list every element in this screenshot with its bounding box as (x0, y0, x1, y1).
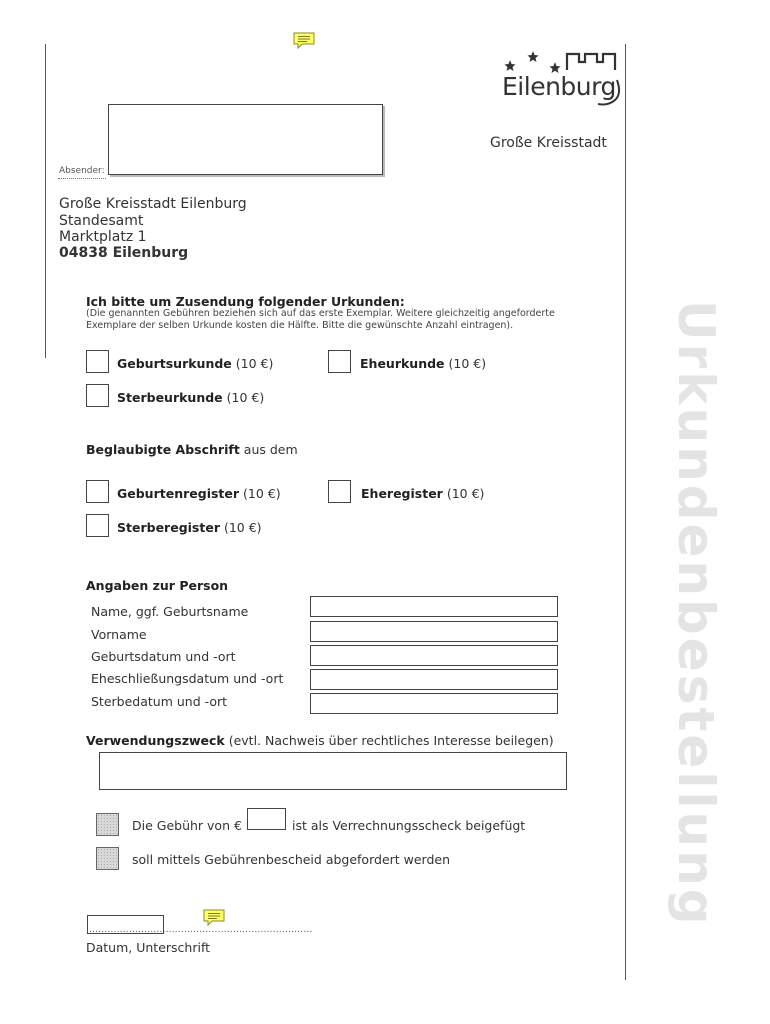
left-margin-rule (45, 44, 46, 358)
eheregister-price: (10 €) (446, 486, 485, 501)
geburtsurkunde-label: Geburtsurkunde (117, 356, 232, 371)
sender-label: Absender: (59, 166, 105, 176)
request-note-line-1: (Die genannten Gebühren beziehen sich auf das erste Exemplar. Weitere gleichzeitig angeforderte (86, 308, 555, 319)
sterberegister-checkbox[interactable] (86, 514, 109, 537)
purpose-heading (86, 733, 554, 748)
person-label-vorname: Vorname (91, 627, 147, 642)
person-vorname-field[interactable] (310, 621, 558, 642)
request-note-line-2: Exemplare der selben Urkunde kosten die Hälfte. Bitte die gewünschte Anzahl eintragen). (86, 320, 514, 331)
geburtsurkunde-price: (10 €) (235, 356, 274, 371)
vertical-title: Urkundenbestellung (667, 300, 725, 928)
eheregister-checkbox[interactable] (328, 480, 351, 503)
purpose-heading-rest: (evtl. Nachweis über rechtliches Interesse beilegen) (228, 733, 554, 748)
geburtsurkunde-checkbox[interactable] (86, 350, 109, 373)
payment-amount-field[interactable] (247, 808, 286, 830)
person-name-field[interactable] (310, 596, 558, 617)
sterbeurkunde-checkbox[interactable] (86, 384, 109, 407)
sterberegister-price: (10 €) (223, 520, 262, 535)
sender-label-underline (58, 178, 106, 179)
eheurkunde-label: Eheurkunde (360, 356, 445, 371)
sterberegister-label: Sterberegister (117, 520, 220, 535)
city-label: Große Kreisstadt (490, 135, 607, 151)
payment-option-1-prefix: Die Gebühr von € (132, 818, 242, 833)
signature-label: Datum, Unterschrift (86, 940, 211, 955)
recipient-line-1: Große Kreisstadt Eilenburg (59, 196, 247, 212)
certified-heading-bold: Beglaubigte Abschrift (86, 442, 240, 457)
logo-wordmark: Eilenburg (502, 72, 616, 101)
purpose-field[interactable] (99, 752, 567, 790)
recipient-line-4: 04838 Eilenburg (59, 245, 189, 261)
person-sterbedatum-field[interactable] (310, 693, 558, 714)
sterbeurkunde-option (117, 390, 264, 405)
person-eheschliessung-field[interactable] (310, 669, 558, 690)
payment-option-2: soll mittels Gebührenbescheid abgefordert werden (132, 852, 451, 867)
geburtenregister-checkbox[interactable] (86, 480, 109, 503)
sterberegister-option (117, 520, 262, 535)
eheregister-option (361, 486, 484, 501)
eheregister-label: Eheregister (361, 486, 443, 501)
geburtenregister-price: (10 €) (243, 486, 281, 501)
eheurkunde-checkbox[interactable] (328, 350, 351, 373)
sender-field[interactable] (108, 104, 383, 175)
geburtenregister-label: Geburtenregister (117, 486, 240, 501)
sterbeurkunde-label: Sterbeurkunde (117, 390, 223, 405)
sterbeurkunde-price: (10 €) (226, 390, 265, 405)
payment-bescheid-checkbox[interactable] (96, 847, 119, 870)
request-heading: Ich bitte um Zusendung folgender Urkunden: (86, 294, 405, 309)
certified-heading (86, 442, 298, 457)
geburtenregister-option (117, 486, 281, 501)
comment-note-icon[interactable] (203, 909, 225, 926)
right-margin-rule (625, 44, 626, 980)
recipient-line-3: Marktplatz 1 (59, 229, 147, 245)
person-label-name: Name, ggf. Geburtsname (91, 604, 249, 619)
geburtsurkunde-option (117, 356, 273, 371)
purpose-heading-bold: Verwendungszweck (86, 733, 225, 748)
person-label-eheschliessung: Eheschließungsdatum und -ort (91, 671, 284, 686)
eheurkunde-price: (10 €) (448, 356, 487, 371)
signature-dots: .......................................................................... (86, 925, 313, 935)
person-geburtsdatum-field[interactable] (310, 645, 558, 666)
person-label-sterbedatum: Sterbedatum und -ort (91, 694, 228, 709)
payment-check-checkbox[interactable] (96, 813, 119, 836)
comment-note-icon[interactable] (293, 32, 315, 49)
person-label-geburtsdatum: Geburtsdatum und -ort (91, 649, 236, 664)
certified-heading-rest: aus dem (243, 442, 298, 457)
city-logo (500, 48, 625, 118)
recipient-line-2: Standesamt (59, 213, 144, 229)
eheurkunde-option (360, 356, 486, 371)
payment-option-1-suffix: ist als Verrechnungsscheck beigefügt (292, 818, 526, 833)
person-heading: Angaben zur Person (86, 578, 229, 593)
